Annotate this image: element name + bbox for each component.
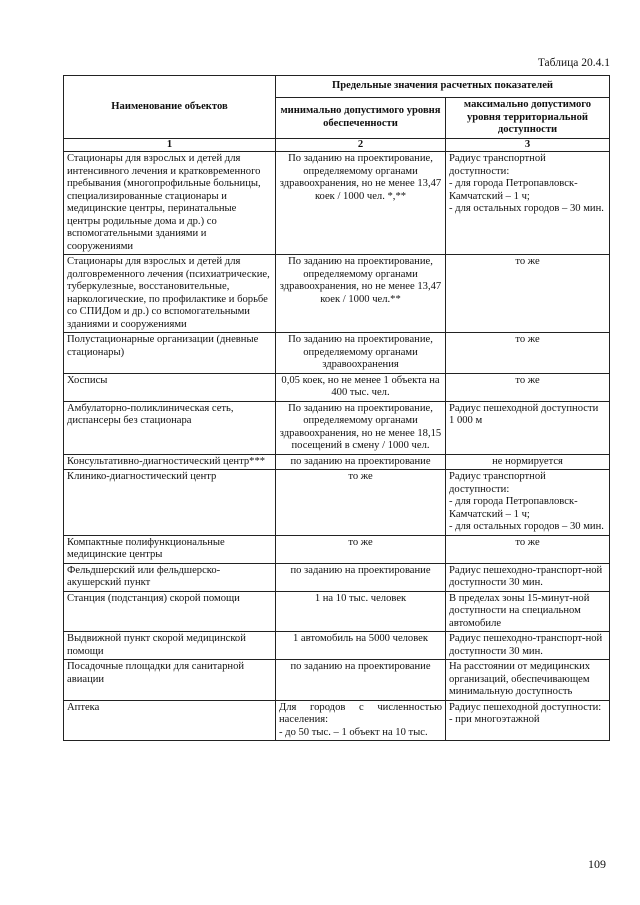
max-accessibility: Радиус пешеходной доступности: - при многоэтажной xyxy=(446,700,610,741)
max-accessibility: На расстоянии от медицинских организаций, обеспечивающем минимальную доступность xyxy=(446,660,610,701)
standards-table xyxy=(63,75,610,741)
object-name: Стационары для взрослых и детей для долговременного лечения (психиатрические, туберкулезные, восстановительные, наркологические, по профилактике и борьбе со СПИДом и др.) со вспомогательными зданиями и сооружениями xyxy=(64,255,276,333)
header-min-level: минимально допустимого уровня обеспеченности xyxy=(276,98,446,139)
table-row xyxy=(64,454,610,470)
object-name: Посадочные площадки для санитарной авиации xyxy=(64,660,276,701)
table-row xyxy=(64,255,610,333)
max-accessibility: то же xyxy=(446,333,610,374)
table-row xyxy=(64,700,610,741)
min-provision: то же xyxy=(276,470,446,536)
object-name: Амбулаторно-поликлиническая сеть, диспансеры без стационара xyxy=(64,401,276,454)
table-row xyxy=(64,591,610,632)
header-objects: Наименование объектов xyxy=(64,76,276,139)
table-row xyxy=(64,563,610,591)
min-provision: Для городов с численностью населения: - до 50 тыс. – 1 объект на 10 тыс. xyxy=(276,700,446,741)
table-row xyxy=(64,632,610,660)
table-row xyxy=(64,470,610,536)
table-row xyxy=(64,660,610,701)
page-number: 109 xyxy=(588,857,606,871)
max-accessibility: то же xyxy=(446,535,610,563)
object-name: Консультативно-диагностический центр*** xyxy=(64,454,276,470)
min-provision: По заданию на проектирование, определяемому органами здравоохранения, но не менее 13,47 коек / 1000 чел. *,** xyxy=(276,152,446,255)
max-accessibility: то же xyxy=(446,373,610,401)
min-provision: 1 автомобиль на 5000 человек xyxy=(276,632,446,660)
object-name: Компактные полифункциональные медицинские центры xyxy=(64,535,276,563)
max-accessibility: Радиус транспортной доступности: - для города Петропавловск-Камчатский – 1 ч; - для остальных городов – 30 мин. xyxy=(446,152,610,255)
min-provision: По заданию на проектирование, определяемому органами здравоохранения xyxy=(276,333,446,374)
table-row xyxy=(64,373,610,401)
max-accessibility: Радиус пешеходной доступности 1 000 м xyxy=(446,401,610,454)
max-accessibility: не нормируется xyxy=(446,454,610,470)
column-number-2: 2 xyxy=(276,138,446,152)
object-name: Хосписы xyxy=(64,373,276,401)
column-number-1: 1 xyxy=(64,138,276,152)
min-provision: по заданию на проектирование xyxy=(276,563,446,591)
min-provision: по заданию на проектирование xyxy=(276,454,446,470)
table-row xyxy=(64,401,610,454)
object-name: Клинико-диагностический центр xyxy=(64,470,276,536)
object-name: Полустационарные организации (дневные стационары) xyxy=(64,333,276,374)
table-row xyxy=(64,535,610,563)
table-row xyxy=(64,152,610,255)
object-name: Фельдшерский или фельдшерско-акушерский пункт xyxy=(64,563,276,591)
min-provision: 1 на 10 тыс. человек xyxy=(276,591,446,632)
object-name: Станция (подстанция) скорой помощи xyxy=(64,591,276,632)
object-name: Выдвижной пункт скорой медицинской помощи xyxy=(64,632,276,660)
table-caption: Таблица 20.4.1 xyxy=(537,57,610,69)
header-limits: Предельные значения расчетных показателей xyxy=(276,76,610,98)
column-number-3: 3 xyxy=(446,138,610,152)
max-accessibility: В пределах зоны 15-минут-ной доступности на специальном автомобиле xyxy=(446,591,610,632)
min-provision: По заданию на проектирование, определяемому органами здравоохранения, но не менее 13,47 коек / 1000 чел.** xyxy=(276,255,446,333)
min-provision: 0,05 коек, но не менее 1 объекта на 400 тыс. чел. xyxy=(276,373,446,401)
max-accessibility: Радиус транспортной доступности: - для города Петропавловск-Камчатский – 1 ч; - для остальных городов – 30 мин. xyxy=(446,470,610,536)
max-accessibility: Радиус пешеходно-транспорт-ной доступности 30 мин. xyxy=(446,563,610,591)
max-accessibility: то же xyxy=(446,255,610,333)
min-provision: По заданию на проектирование, определяемому органами здравоохранения, но не менее 18,15 посещений в смену / 1000 чел. xyxy=(276,401,446,454)
min-provision: то же xyxy=(276,535,446,563)
header-max-access: максимально допустимого уровня территориальной доступности xyxy=(446,98,610,139)
max-accessibility: Радиус пешеходно-транспорт-ной доступности 30 мин. xyxy=(446,632,610,660)
object-name: Стационары для взрослых и детей для интенсивного лечения и кратковременного пребывания (многопрофильные больницы, специализированные стационары и медицинские центры, перинатальные центры родильные дома и др.) со вспомогательными зданиями и сооружениями xyxy=(64,152,276,255)
min-provision: по заданию на проектирование xyxy=(276,660,446,701)
object-name: Аптека xyxy=(64,700,276,741)
table-row xyxy=(64,333,610,374)
